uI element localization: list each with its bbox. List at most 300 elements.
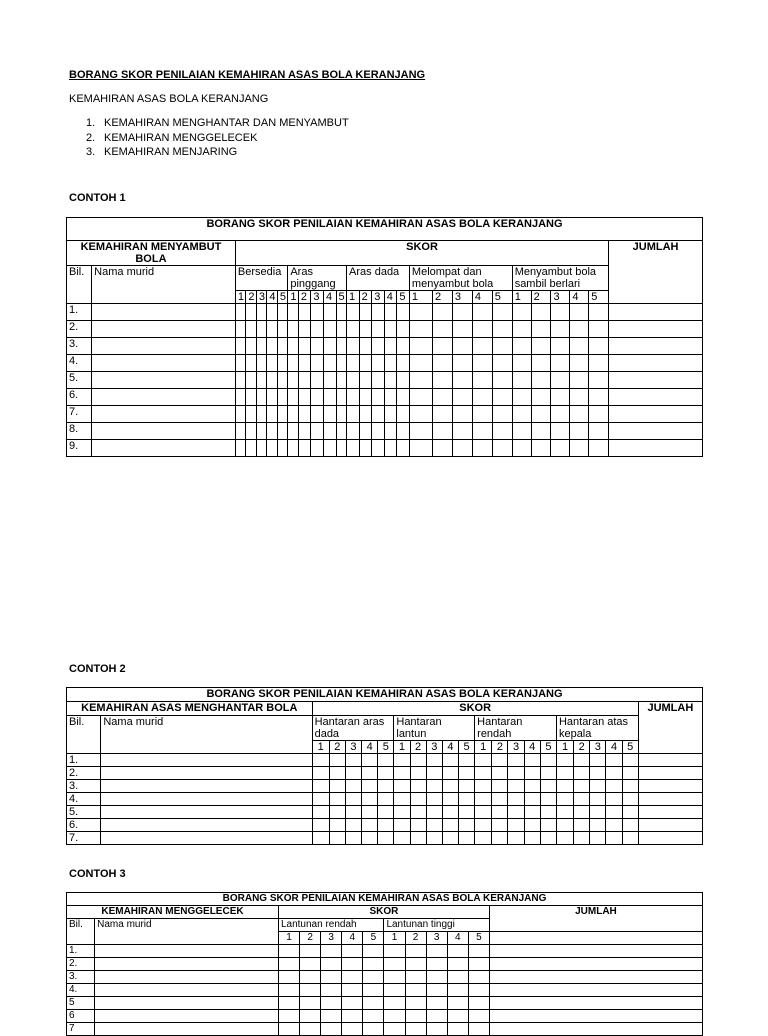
student-name-cell[interactable] <box>101 754 312 767</box>
score-cell[interactable] <box>540 832 556 845</box>
score-cell[interactable] <box>397 440 410 457</box>
total-cell[interactable] <box>489 997 702 1010</box>
score-cell[interactable] <box>512 406 531 423</box>
score-cell[interactable] <box>288 355 298 372</box>
score-cell[interactable] <box>288 321 298 338</box>
score-cell[interactable] <box>384 440 397 457</box>
score-cell[interactable] <box>574 754 590 767</box>
score-cell[interactable] <box>345 780 361 793</box>
score-cell[interactable] <box>512 372 531 389</box>
score-cell[interactable] <box>410 780 426 793</box>
score-cell[interactable] <box>359 423 372 440</box>
score-cell[interactable] <box>492 423 512 440</box>
score-cell[interactable] <box>410 754 426 767</box>
total-cell[interactable] <box>638 819 702 832</box>
score-cell[interactable] <box>459 780 475 793</box>
score-cell[interactable] <box>329 832 345 845</box>
score-cell[interactable] <box>384 958 405 971</box>
score-cell[interactable] <box>397 321 410 338</box>
score-cell[interactable] <box>442 780 458 793</box>
total-cell[interactable] <box>638 754 702 767</box>
score-cell[interactable] <box>298 423 311 440</box>
score-cell[interactable] <box>590 832 606 845</box>
score-cell[interactable] <box>540 806 556 819</box>
score-cell[interactable] <box>589 389 609 406</box>
score-cell[interactable] <box>512 355 531 372</box>
score-cell[interactable] <box>574 793 590 806</box>
score-cell[interactable] <box>311 304 324 321</box>
score-cell[interactable] <box>452 304 472 321</box>
score-cell[interactable] <box>363 997 384 1010</box>
score-cell[interactable] <box>622 806 638 819</box>
score-cell[interactable] <box>394 793 410 806</box>
score-cell[interactable] <box>409 440 432 457</box>
score-cell[interactable] <box>468 1010 489 1023</box>
score-cell[interactable] <box>397 355 410 372</box>
score-cell[interactable] <box>384 355 397 372</box>
score-cell[interactable] <box>508 806 524 819</box>
score-cell[interactable] <box>336 355 346 372</box>
score-cell[interactable] <box>372 321 385 338</box>
student-name-cell[interactable] <box>95 958 279 971</box>
score-cell[interactable] <box>235 321 245 338</box>
score-cell[interactable] <box>589 338 609 355</box>
total-cell[interactable] <box>609 304 703 321</box>
score-cell[interactable] <box>459 832 475 845</box>
score-cell[interactable] <box>277 389 287 406</box>
score-cell[interactable] <box>524 780 540 793</box>
score-cell[interactable] <box>378 780 394 793</box>
score-cell[interactable] <box>363 984 384 997</box>
score-cell[interactable] <box>472 440 492 457</box>
score-cell[interactable] <box>508 819 524 832</box>
score-cell[interactable] <box>524 754 540 767</box>
score-cell[interactable] <box>312 806 329 819</box>
score-cell[interactable] <box>345 806 361 819</box>
score-cell[interactable] <box>321 971 342 984</box>
score-cell[interactable] <box>606 832 622 845</box>
score-cell[interactable] <box>378 832 394 845</box>
score-cell[interactable] <box>347 423 360 440</box>
student-name-cell[interactable] <box>101 819 312 832</box>
score-cell[interactable] <box>362 793 378 806</box>
score-cell[interactable] <box>267 423 277 440</box>
score-cell[interactable] <box>551 406 570 423</box>
score-cell[interactable] <box>452 406 472 423</box>
score-cell[interactable] <box>433 389 453 406</box>
score-cell[interactable] <box>288 338 298 355</box>
score-cell[interactable] <box>475 819 492 832</box>
score-cell[interactable] <box>574 819 590 832</box>
score-cell[interactable] <box>524 832 540 845</box>
student-name-cell[interactable] <box>95 971 279 984</box>
score-cell[interactable] <box>589 304 609 321</box>
score-cell[interactable] <box>298 321 311 338</box>
score-cell[interactable] <box>531 338 551 355</box>
score-cell[interactable] <box>409 355 432 372</box>
score-cell[interactable] <box>524 793 540 806</box>
score-cell[interactable] <box>492 440 512 457</box>
score-cell[interactable] <box>570 406 589 423</box>
score-cell[interactable] <box>378 806 394 819</box>
score-cell[interactable] <box>267 321 277 338</box>
score-cell[interactable] <box>397 389 410 406</box>
score-cell[interactable] <box>277 423 287 440</box>
score-cell[interactable] <box>540 754 556 767</box>
score-cell[interactable] <box>606 819 622 832</box>
score-cell[interactable] <box>378 819 394 832</box>
score-cell[interactable] <box>394 780 410 793</box>
score-cell[interactable] <box>288 304 298 321</box>
score-cell[interactable] <box>410 832 426 845</box>
score-cell[interactable] <box>426 780 442 793</box>
score-cell[interactable] <box>452 372 472 389</box>
score-cell[interactable] <box>405 958 426 971</box>
total-cell[interactable] <box>609 406 703 423</box>
score-cell[interactable] <box>300 971 321 984</box>
score-cell[interactable] <box>277 338 287 355</box>
score-cell[interactable] <box>256 389 266 406</box>
score-cell[interactable] <box>394 832 410 845</box>
score-cell[interactable] <box>384 304 397 321</box>
score-cell[interactable] <box>570 304 589 321</box>
score-cell[interactable] <box>246 355 256 372</box>
score-cell[interactable] <box>524 819 540 832</box>
score-cell[interactable] <box>551 338 570 355</box>
score-cell[interactable] <box>622 780 638 793</box>
score-cell[interactable] <box>524 767 540 780</box>
score-cell[interactable] <box>468 1023 489 1036</box>
score-cell[interactable] <box>246 304 256 321</box>
score-cell[interactable] <box>472 304 492 321</box>
score-cell[interactable] <box>447 984 468 997</box>
score-cell[interactable] <box>410 767 426 780</box>
score-cell[interactable] <box>267 406 277 423</box>
score-cell[interactable] <box>384 321 397 338</box>
score-cell[interactable] <box>551 389 570 406</box>
score-cell[interactable] <box>426 793 442 806</box>
score-cell[interactable] <box>622 832 638 845</box>
score-cell[interactable] <box>531 440 551 457</box>
total-cell[interactable] <box>638 832 702 845</box>
score-cell[interactable] <box>492 304 512 321</box>
score-cell[interactable] <box>452 389 472 406</box>
score-cell[interactable] <box>426 997 447 1010</box>
total-cell[interactable] <box>489 945 702 958</box>
score-cell[interactable] <box>524 806 540 819</box>
score-cell[interactable] <box>589 423 609 440</box>
score-cell[interactable] <box>321 945 342 958</box>
student-name-cell[interactable] <box>95 945 279 958</box>
score-cell[interactable] <box>300 1023 321 1036</box>
score-cell[interactable] <box>570 338 589 355</box>
score-cell[interactable] <box>531 372 551 389</box>
score-cell[interactable] <box>475 806 492 819</box>
score-cell[interactable] <box>298 338 311 355</box>
score-cell[interactable] <box>298 389 311 406</box>
score-cell[interactable] <box>256 321 266 338</box>
score-cell[interactable] <box>447 1010 468 1023</box>
score-cell[interactable] <box>311 406 324 423</box>
score-cell[interactable] <box>409 304 432 321</box>
score-cell[interactable] <box>492 780 508 793</box>
score-cell[interactable] <box>570 355 589 372</box>
score-cell[interactable] <box>452 423 472 440</box>
score-cell[interactable] <box>551 321 570 338</box>
score-cell[interactable] <box>397 406 410 423</box>
score-cell[interactable] <box>372 389 385 406</box>
score-cell[interactable] <box>531 321 551 338</box>
score-cell[interactable] <box>277 321 287 338</box>
total-cell[interactable] <box>489 1010 702 1023</box>
score-cell[interactable] <box>409 406 432 423</box>
score-cell[interactable] <box>278 958 299 971</box>
total-cell[interactable] <box>638 793 702 806</box>
score-cell[interactable] <box>556 832 573 845</box>
score-cell[interactable] <box>362 767 378 780</box>
score-cell[interactable] <box>235 372 245 389</box>
score-cell[interactable] <box>442 832 458 845</box>
score-cell[interactable] <box>492 389 512 406</box>
score-cell[interactable] <box>433 338 453 355</box>
score-cell[interactable] <box>492 793 508 806</box>
score-cell[interactable] <box>426 767 442 780</box>
score-cell[interactable] <box>394 806 410 819</box>
score-cell[interactable] <box>372 440 385 457</box>
score-cell[interactable] <box>267 372 277 389</box>
score-cell[interactable] <box>508 793 524 806</box>
score-cell[interactable] <box>336 321 346 338</box>
score-cell[interactable] <box>589 372 609 389</box>
score-cell[interactable] <box>347 338 360 355</box>
score-cell[interactable] <box>342 1023 363 1036</box>
score-cell[interactable] <box>267 440 277 457</box>
score-cell[interactable] <box>312 754 329 767</box>
score-cell[interactable] <box>277 406 287 423</box>
score-cell[interactable] <box>468 997 489 1010</box>
score-cell[interactable] <box>512 321 531 338</box>
score-cell[interactable] <box>508 780 524 793</box>
score-cell[interactable] <box>459 767 475 780</box>
total-cell[interactable] <box>638 780 702 793</box>
score-cell[interactable] <box>426 1023 447 1036</box>
score-cell[interactable] <box>336 338 346 355</box>
score-cell[interactable] <box>622 767 638 780</box>
student-name-cell[interactable] <box>92 338 236 355</box>
score-cell[interactable] <box>363 1023 384 1036</box>
score-cell[interactable] <box>288 423 298 440</box>
score-cell[interactable] <box>590 793 606 806</box>
score-cell[interactable] <box>321 997 342 1010</box>
score-cell[interactable] <box>472 423 492 440</box>
score-cell[interactable] <box>345 832 361 845</box>
score-cell[interactable] <box>277 304 287 321</box>
score-cell[interactable] <box>405 997 426 1010</box>
score-cell[interactable] <box>329 767 345 780</box>
score-cell[interactable] <box>426 819 442 832</box>
score-cell[interactable] <box>378 754 394 767</box>
score-cell[interactable] <box>347 304 360 321</box>
score-cell[interactable] <box>246 338 256 355</box>
score-cell[interactable] <box>256 423 266 440</box>
score-cell[interactable] <box>606 793 622 806</box>
score-cell[interactable] <box>590 754 606 767</box>
score-cell[interactable] <box>590 780 606 793</box>
score-cell[interactable] <box>267 389 277 406</box>
score-cell[interactable] <box>472 338 492 355</box>
total-cell[interactable] <box>609 338 703 355</box>
score-cell[interactable] <box>363 1010 384 1023</box>
score-cell[interactable] <box>492 338 512 355</box>
score-cell[interactable] <box>359 355 372 372</box>
score-cell[interactable] <box>433 406 453 423</box>
score-cell[interactable] <box>342 958 363 971</box>
score-cell[interactable] <box>362 832 378 845</box>
student-name-cell[interactable] <box>92 304 236 321</box>
score-cell[interactable] <box>570 321 589 338</box>
score-cell[interactable] <box>300 984 321 997</box>
score-cell[interactable] <box>556 780 573 793</box>
score-cell[interactable] <box>574 832 590 845</box>
score-cell[interactable] <box>409 389 432 406</box>
score-cell[interactable] <box>540 780 556 793</box>
score-cell[interactable] <box>433 372 453 389</box>
score-cell[interactable] <box>426 958 447 971</box>
score-cell[interactable] <box>347 406 360 423</box>
score-cell[interactable] <box>278 1023 299 1036</box>
score-cell[interactable] <box>256 440 266 457</box>
score-cell[interactable] <box>342 984 363 997</box>
score-cell[interactable] <box>574 767 590 780</box>
total-cell[interactable] <box>489 971 702 984</box>
score-cell[interactable] <box>277 372 287 389</box>
total-cell[interactable] <box>489 984 702 997</box>
score-cell[interactable] <box>311 355 324 372</box>
score-cell[interactable] <box>468 958 489 971</box>
score-cell[interactable] <box>372 338 385 355</box>
score-cell[interactable] <box>512 423 531 440</box>
score-cell[interactable] <box>235 338 245 355</box>
score-cell[interactable] <box>384 997 405 1010</box>
score-cell[interactable] <box>345 754 361 767</box>
score-cell[interactable] <box>512 440 531 457</box>
student-name-cell[interactable] <box>92 355 236 372</box>
student-name-cell[interactable] <box>95 984 279 997</box>
score-cell[interactable] <box>475 780 492 793</box>
score-cell[interactable] <box>468 984 489 997</box>
score-cell[interactable] <box>362 819 378 832</box>
score-cell[interactable] <box>323 389 336 406</box>
score-cell[interactable] <box>459 819 475 832</box>
score-cell[interactable] <box>256 304 266 321</box>
score-cell[interactable] <box>622 754 638 767</box>
score-cell[interactable] <box>410 793 426 806</box>
student-name-cell[interactable] <box>92 389 236 406</box>
score-cell[interactable] <box>472 389 492 406</box>
score-cell[interactable] <box>384 406 397 423</box>
score-cell[interactable] <box>426 1010 447 1023</box>
score-cell[interactable] <box>298 406 311 423</box>
score-cell[interactable] <box>342 997 363 1010</box>
score-cell[interactable] <box>472 406 492 423</box>
score-cell[interactable] <box>508 832 524 845</box>
score-cell[interactable] <box>508 754 524 767</box>
score-cell[interactable] <box>312 832 329 845</box>
score-cell[interactable] <box>492 819 508 832</box>
score-cell[interactable] <box>363 958 384 971</box>
total-cell[interactable] <box>638 767 702 780</box>
score-cell[interactable] <box>384 389 397 406</box>
student-name-cell[interactable] <box>92 423 236 440</box>
score-cell[interactable] <box>426 971 447 984</box>
score-cell[interactable] <box>323 321 336 338</box>
score-cell[interactable] <box>372 423 385 440</box>
score-cell[interactable] <box>556 806 573 819</box>
score-cell[interactable] <box>589 440 609 457</box>
score-cell[interactable] <box>551 355 570 372</box>
score-cell[interactable] <box>540 767 556 780</box>
score-cell[interactable] <box>556 793 573 806</box>
total-cell[interactable] <box>489 1023 702 1036</box>
score-cell[interactable] <box>246 321 256 338</box>
score-cell[interactable] <box>475 767 492 780</box>
score-cell[interactable] <box>372 355 385 372</box>
score-cell[interactable] <box>298 304 311 321</box>
score-cell[interactable] <box>426 945 447 958</box>
score-cell[interactable] <box>459 754 475 767</box>
score-cell[interactable] <box>329 793 345 806</box>
score-cell[interactable] <box>311 423 324 440</box>
score-cell[interactable] <box>362 754 378 767</box>
score-cell[interactable] <box>347 440 360 457</box>
score-cell[interactable] <box>551 440 570 457</box>
total-cell[interactable] <box>609 440 703 457</box>
score-cell[interactable] <box>359 338 372 355</box>
score-cell[interactable] <box>442 793 458 806</box>
score-cell[interactable] <box>323 372 336 389</box>
score-cell[interactable] <box>347 372 360 389</box>
score-cell[interactable] <box>298 372 311 389</box>
score-cell[interactable] <box>347 321 360 338</box>
score-cell[interactable] <box>246 440 256 457</box>
score-cell[interactable] <box>397 372 410 389</box>
score-cell[interactable] <box>556 754 573 767</box>
score-cell[interactable] <box>336 304 346 321</box>
score-cell[interactable] <box>342 1010 363 1023</box>
student-name-cell[interactable] <box>101 806 312 819</box>
score-cell[interactable] <box>288 389 298 406</box>
score-cell[interactable] <box>410 819 426 832</box>
score-cell[interactable] <box>405 984 426 997</box>
score-cell[interactable] <box>336 423 346 440</box>
score-cell[interactable] <box>384 372 397 389</box>
total-cell[interactable] <box>638 806 702 819</box>
total-cell[interactable] <box>609 372 703 389</box>
score-cell[interactable] <box>433 440 453 457</box>
score-cell[interactable] <box>442 754 458 767</box>
score-cell[interactable] <box>372 372 385 389</box>
student-name-cell[interactable] <box>101 780 312 793</box>
score-cell[interactable] <box>359 389 372 406</box>
score-cell[interactable] <box>378 767 394 780</box>
score-cell[interactable] <box>472 355 492 372</box>
score-cell[interactable] <box>475 754 492 767</box>
score-cell[interactable] <box>336 440 346 457</box>
score-cell[interactable] <box>311 440 324 457</box>
score-cell[interactable] <box>363 971 384 984</box>
score-cell[interactable] <box>256 338 266 355</box>
score-cell[interactable] <box>622 819 638 832</box>
